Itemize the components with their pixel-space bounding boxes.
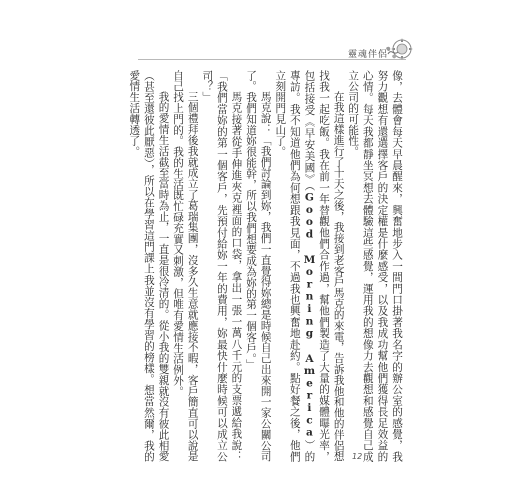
bold-title-text: Good Morning America [303, 191, 316, 439]
paragraph [243, 70, 272, 462]
paragraph-text: 三個禮拜後我就成立了葛瑞集團，沒多久生意就應接不暇，客戶簡直可以說是自己找上門的。我的生活既忙碌充實又刺激，但唯有愛情生活例外。 [172, 70, 199, 462]
paragraph-text: 像，去體會每天早晨醒來，興奮地步入一間門口掛著我名字的辦公室的感覺，我努力觀想有還選擇客戶的決定權是什麼感受，以及我成功幫他們獲得長足效益的心情。每天我都靜坐冥想去體驗這些感覺，運用我的想像力去觀想和感覺自己成立公司的可能性。 [347, 70, 403, 462]
running-header-title: 靈魂伴侶 [348, 50, 389, 60]
page-number: 12 [352, 452, 363, 461]
paragraph-text: 馬克接著從手伸進夾克裡面的口袋，拿出一張一萬八千元的支票遞給我說：「我們當妳的第一個客戶，先預付給妳一年的費用，妳最快什麼時候可以成立公司？」 [201, 70, 243, 462]
paragraph-text: 我的愛情生活截至當時為止，一直是很冷清的。從小我的雙親就沒有彼此相愛（甚至還彼此厭惡），所以在學習這門課上我並沒有學習的榜樣。想當然爾，我的愛情生活轉透了。 [128, 70, 170, 462]
paragraph [346, 70, 404, 462]
paragraph [273, 70, 346, 462]
flower-sun-icon [382, 36, 416, 62]
paragraph [200, 70, 244, 462]
paragraph-text: 在我這樣進行了十天之後，我接到老客戶馬克的來電，告訴我他和他的伴侶想找我一起吃飯。我在前一年替觀他們合作過，幫他們製造了大量的媒體曝光率，包括接受《早安美國》（ [303, 70, 345, 462]
paragraph [171, 70, 200, 462]
vertical-body-text [128, 70, 404, 462]
paragraph-text: ）的專訪。我不知道他們為何想跟我見面，不過我也興奮地赴約。點好餐之後，他們立刻開門見山了。 [274, 70, 316, 462]
paragraph-text: 馬克說：「我們討論到妳，我們一直覺得妳總是時候自己出來開一家公關公司了。我們知道妳很能幹，所以我們想要成為妳的第一個客戶。」 [245, 70, 272, 462]
paragraph [127, 70, 171, 462]
